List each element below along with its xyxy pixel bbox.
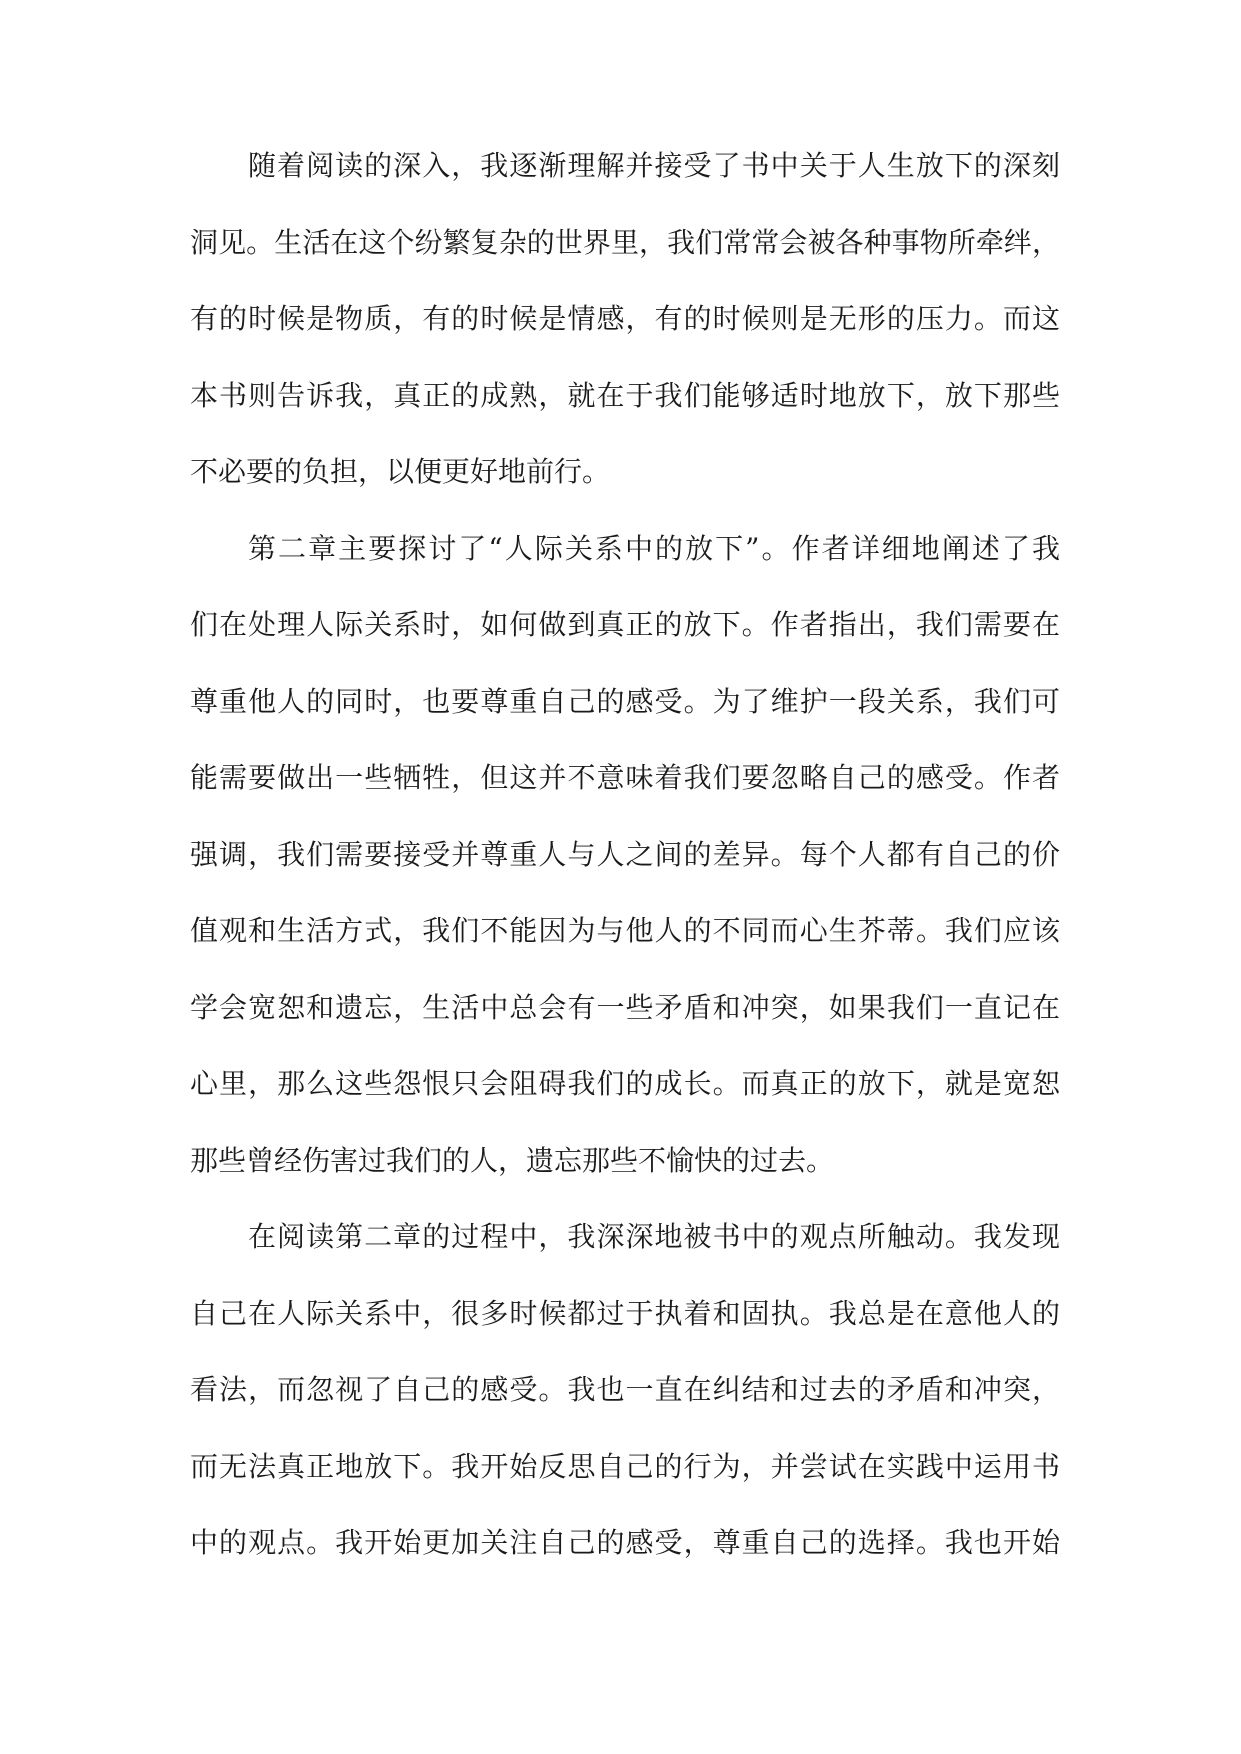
text-line: 在阅读第二章的过程中，我深深地被书中的观点所触动。我发现 bbox=[248, 1220, 1060, 1253]
text-line: 看法，而忽视了自己的感受。我也一直在纠结和过去的矛盾和冲突， bbox=[190, 1373, 1060, 1406]
paragraph-2 bbox=[190, 525, 1060, 1214]
text-line: 尊重他人的同时，也要尊重自己的感受。为了维护一段关系，我们可 bbox=[190, 684, 1060, 718]
text-line: 而无法真正地放下。我开始反思自己的行为，并尝试在实践中运用书 bbox=[190, 1449, 1060, 1483]
text-line: 强调，我们需要接受并尊重人与人之间的差异。每个人都有自己的价 bbox=[190, 837, 1060, 871]
text-line: 本书则告诉我，真正的成熟，就在于我们能够适时地放下，放下那些 bbox=[190, 378, 1060, 412]
text-line: 第二章主要探讨了“人际关系中的放下”。作者详细地阐述了我 bbox=[248, 531, 1060, 565]
text-line: 值观和生活方式，我们不能因为与他人的不同而心生芥蒂。我们应该 bbox=[190, 914, 1060, 947]
document-page bbox=[190, 142, 1060, 1596]
text-line: 不必要的负担，以便更好地前行。 bbox=[190, 455, 611, 488]
paragraph-1 bbox=[190, 142, 1060, 525]
text-line: 随着阅读的深入，我逐渐理解并接受了书中关于人生放下的深刻 bbox=[248, 149, 1060, 182]
text-line: 学会宽恕和遗忘，生活中总会有一些矛盾和冲突，如果我们一直记在 bbox=[190, 990, 1060, 1024]
text-line: 心里，那么这些怨恨只会阻碍我们的成长。而真正的放下，就是宽恕 bbox=[190, 1067, 1060, 1100]
text-line: 中的观点。我开始更加关注自己的感受，尊重自己的选择。我也开始 bbox=[190, 1526, 1060, 1559]
text-line: 洞见。生活在这个纷繁复杂的世界里，我们常常会被各种事物所牵绊， bbox=[190, 225, 1060, 259]
paragraph-3 bbox=[190, 1213, 1060, 1596]
text-line: 自己在人际关系中，很多时候都过于执着和固执。我总是在意他人的 bbox=[190, 1296, 1060, 1330]
text-line: 那些曾经伤害过我们的人，遗忘那些不愉快的过去。 bbox=[190, 1143, 835, 1177]
text-line: 有的时候是物质，有的时候是情感，有的时候则是无形的压力。而这 bbox=[190, 302, 1060, 335]
text-line: 们在处理人际关系时，如何做到真正的放下。作者指出，我们需要在 bbox=[190, 608, 1060, 641]
text-line: 能需要做出一些牺牲，但这并不意味着我们要忽略自己的感受。作者 bbox=[190, 761, 1060, 794]
